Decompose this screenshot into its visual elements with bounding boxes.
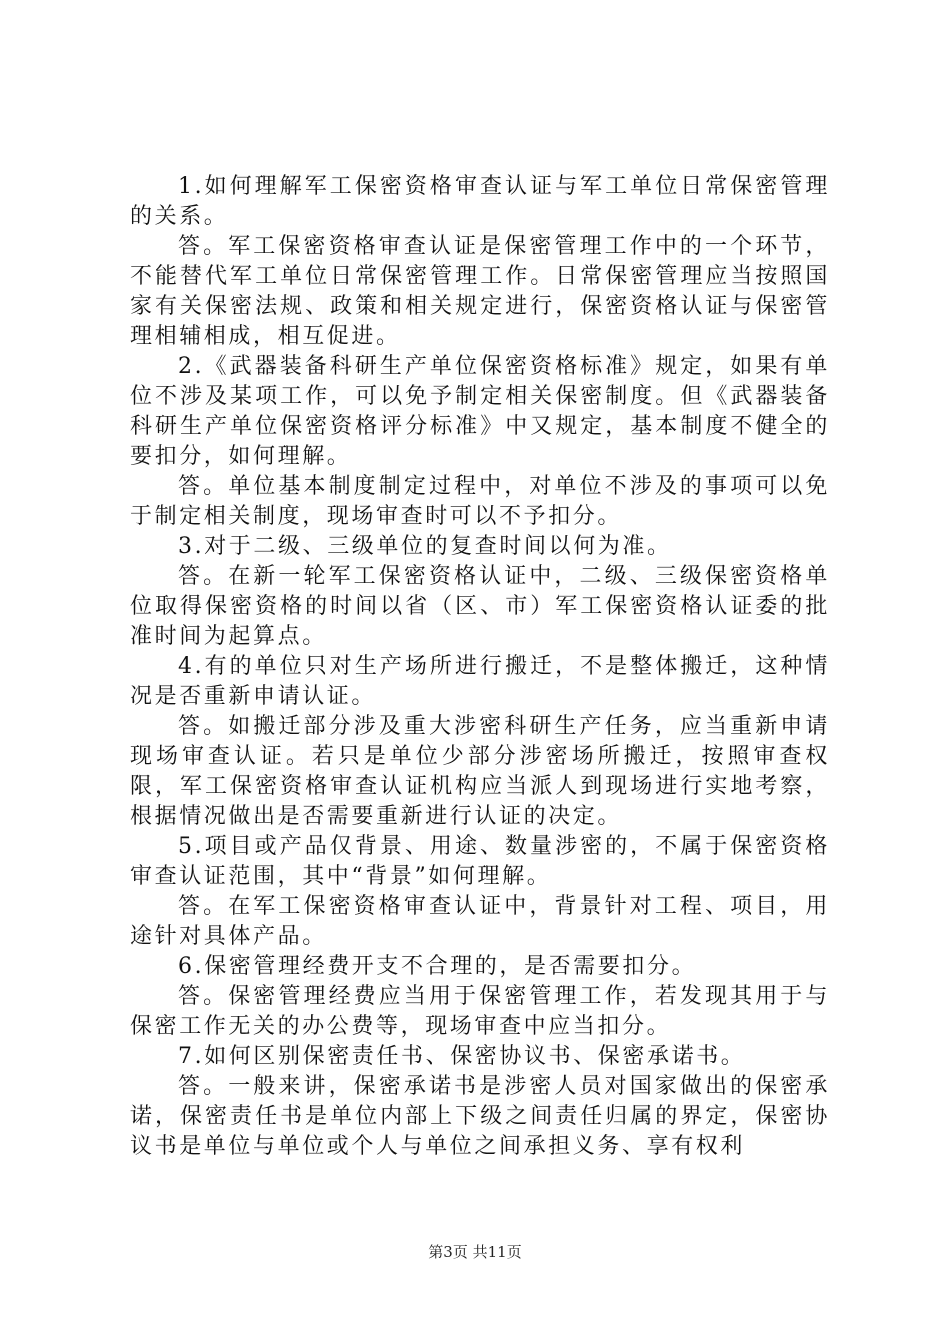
paragraph-answer-7: 答。一般来讲，保密承诺书是涉密人员对国家做出的保密承诺，保密责任书是单位内部上下级之间责任归属的界定，保密协议书是单位与单位或个人与单位之间承担义务、享有权利	[130, 1074, 830, 1159]
paragraph-question-1: 1.如何理解军工保密资格审查认证与军工单位日常保密管理的关系。	[130, 174, 830, 229]
paragraph-answer-3: 答。在新一轮军工保密资格认证中，二级、三级保密资格单位取得保密资格的时间以省（区、市）军工保密资格认证委的批准时间为起算点。	[130, 564, 830, 649]
paragraph-question-5: 5.项目或产品仅背景、用途、数量涉密的，不属于保密资格审查认证范围，其中“背景”如何理解。	[130, 834, 830, 889]
paragraph-answer-5: 答。在军工保密资格审查认证中，背景针对工程、项目，用途针对具体产品。	[130, 894, 830, 949]
page-footer	[0, 1241, 950, 1262]
paragraph-question-3: 3.对于二级、三级单位的复查时间以何为准。	[178, 534, 672, 559]
paragraph-answer-6: 答。保密管理经费应当用于保密管理工作，若发现其用于与保密工作无关的办公费等，现场审查中应当扣分。	[130, 984, 830, 1039]
paragraph-question-7: 7.如何区别保密责任书、保密协议书、保密承诺书。	[178, 1044, 746, 1069]
paragraph-question-2: 2.《武器装备科研生产单位保密资格标准》规定，如果有单位不涉及某项工作，可以免予制定相关保密制度。但《武器装备科研生产单位保密资格评分标准》中又规定，基本制度不健全的要扣分，如何理解。	[130, 354, 830, 469]
page-number-label: 第3页 共11页	[428, 1243, 522, 1261]
paragraph-question-6: 6.保密管理经费开支不合理的，是否需要扣分。	[178, 954, 697, 979]
paragraph-question-4: 4.有的单位只对生产场所进行搬迁，不是整体搬迁，这种情况是否重新申请认证。	[130, 654, 830, 709]
paragraph-answer-2: 答。单位基本制度制定过程中，对单位不涉及的事项可以免于制定相关制度，现场审查时可以不予扣分。	[130, 474, 830, 529]
paragraph-answer-1: 答。军工保密资格审查认证是保密管理工作中的一个环节，不能替代军工单位日常保密管理工作。日常保密管理应当按照国家有关保密法规、政策和相关规定进行，保密资格认证与保密管理相辅相成，相互促进。	[130, 234, 830, 349]
paragraph-answer-4: 答。如搬迁部分涉及重大涉密科研生产任务，应当重新申请现场审查认证。若只是单位少部分涉密场所搬迁，按照审查权限，军工保密资格审查认证机构应当派人到现场进行实地考察，根据情况做出是否需要重新进行认证的决定。	[130, 714, 830, 829]
document-body	[130, 172, 830, 1162]
